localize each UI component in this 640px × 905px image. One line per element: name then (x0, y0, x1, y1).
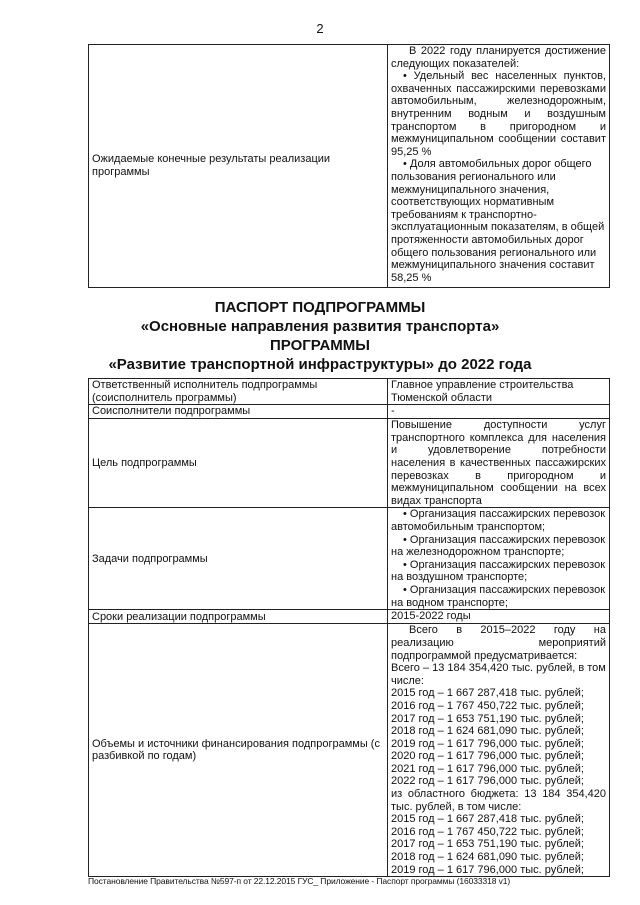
funding-year: 2015 год – 1 667 287,418 тыс. рублей; (391, 687, 584, 700)
funding-regional-year: 2016 год – 1 767 450,722 тыс. рублей; (391, 825, 584, 838)
passport-title: ПАСПОРТ ПОДПРОГРАММЫ (214, 299, 426, 316)
task-item: • Организация пассажирских перевозок на водном транспорте; (391, 583, 606, 609)
funding-year: 2018 год – 1 624 681,090 тыс. рублей; (391, 725, 584, 738)
funding-year: 2019 год – 1 617 796,000 тыс. рублей; (391, 737, 584, 750)
row-value-tasks (388, 508, 610, 610)
funding-year: 2022 год – 1 617 796,000 тыс. рублей; (391, 775, 584, 788)
row-label-funding: Объемы и источники финансирования подпрограммы (с разбивкой по годам) (89, 624, 388, 877)
task-item: • Организация пассажирских перевозок на воздушном транспорте; (391, 558, 606, 584)
row-value-period: 2015-2022 годы (388, 610, 610, 624)
funding-regional-year: 2019 год – 1 617 796,000 тыс. рублей; (391, 863, 584, 876)
results-content (388, 45, 610, 288)
table-row (89, 610, 610, 624)
funding-total: Всего – 13 184 354,420 тыс. рублей, в том числе: (391, 662, 606, 687)
funding-intro: Всего в 2015–2022 году на реализацию мероприятий подпрограммой предусматривается: (391, 624, 606, 662)
program-label: ПРОГРАММЫ (270, 337, 370, 354)
page-footer: Постановление Правительства №597-п от 22.12.2015 ГУС_ Приложение - Паспорт программы (16033318 v1) (88, 876, 511, 886)
table-row (89, 508, 610, 610)
passport-table (88, 378, 610, 877)
row-label-tasks: Задачи подпрограммы (89, 508, 388, 610)
results-indicator-1: • Удельный вес населенных пунктов, охваченных пассажирскими перевозками автомобильным, железнодорожным, внутренним водным и воздушным транспортом в пригородном и межмуниципальном сообщении составит 95,25 % (391, 70, 606, 158)
funding-year: 2016 год – 1 767 450,722 тыс. рублей; (391, 699, 584, 712)
page-number: 2 (316, 21, 324, 36)
row-value-goal: Повышение доступности услуг транспортного комплекса для населения и удовлетворение потребности населения в качественных пассажирских перевозках в пригородном и межмуниципальном сообщении на всех видах транспорта (388, 419, 610, 508)
table-row (89, 379, 610, 405)
funding-year: 2021 год – 1 617 796,000 тыс. рублей; (391, 762, 584, 775)
funding-regional-year: 2018 год – 1 624 681,090 тыс. рублей; (391, 851, 584, 864)
subprogram-name: «Основные направления развития транспорта» (140, 318, 500, 335)
task-item: • Организация пассажирских перевозок на железнодорожном транспорте; (391, 533, 606, 559)
task-item: • Организация пассажирских перевозок автомобильным транспортом; (391, 508, 606, 533)
row-label-period: Сроки реализации подпрограммы (89, 610, 388, 624)
funding-year: 2020 год – 1 617 796,000 тыс. рублей; (391, 750, 584, 763)
row-value-coexecutors: - (388, 405, 610, 419)
funding-regional: из областного бюджета: 13 184 354,420 тыс. рублей, в том числе: (391, 788, 606, 813)
table-row (89, 405, 610, 419)
results-label: Ожидаемые конечные результаты реализации программы (89, 45, 388, 288)
row-value-funding (388, 624, 610, 877)
funding-regional-year: 2015 год – 1 667 287,418 тыс. рублей; (391, 813, 584, 826)
results-intro: В 2022 году планируется достижение следующих показателей: (391, 45, 606, 70)
results-table (88, 44, 610, 288)
row-label-coexecutors: Соисполнители подпрограммы (89, 405, 388, 419)
funding-regional-year: 2017 год – 1 653 751,190 тыс. рублей; (391, 838, 584, 851)
row-label-goal: Цель подпрограммы (89, 419, 388, 508)
funding-year: 2017 год – 1 653 751,190 тыс. рублей; (391, 712, 584, 725)
table-row (89, 419, 610, 508)
row-value-executor: Главное управление строительства Тюменской области (388, 379, 610, 405)
program-name: «Развитие транспортной инфраструктуры» до 2022 года (108, 356, 532, 373)
row-label-executor: Ответственный исполнитель подпрограммы (соисполнитель программы) (89, 379, 388, 405)
results-indicator-2: • Доля автомобильных дорог общего пользования регионального или межмуниципального значения, соответствующих нормативным требованиям к транспортно-эксплуатационным показателям, в общей протяженности автомобильных дорог общего пользования регионального или межмуниципального значения составит 58,25 % (391, 158, 605, 284)
table-row (89, 624, 610, 877)
